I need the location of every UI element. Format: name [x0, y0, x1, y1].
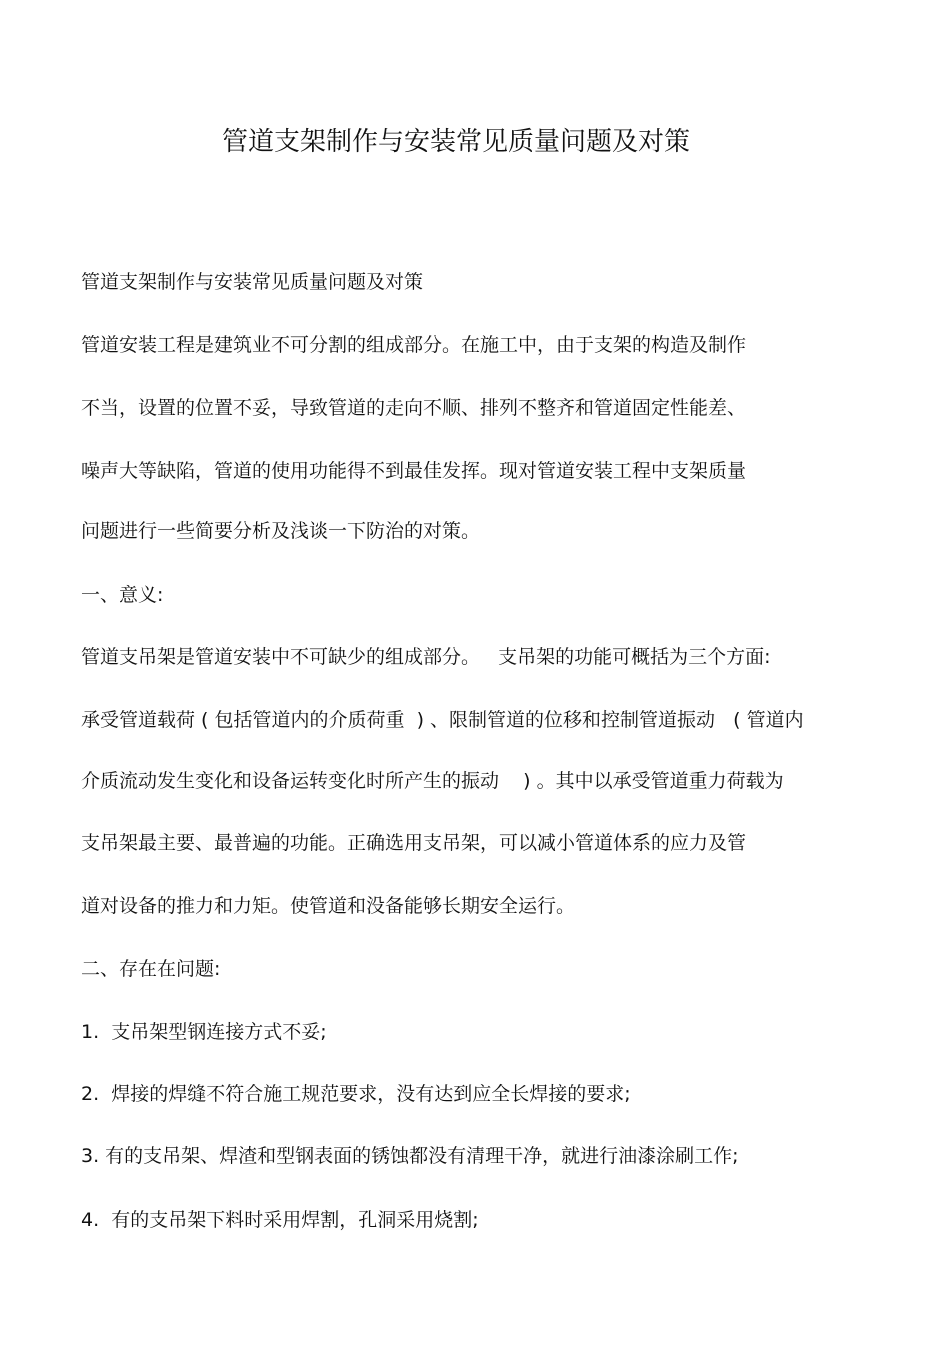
section-heading: 二、存在在问题: [81, 958, 221, 980]
section-heading: 一、意义: [81, 584, 164, 606]
paragraph-line: 不当，设置的位置不妥，导致管道的走向不顺、排列不整齐和管道固定性能差、 [81, 397, 747, 419]
paragraph-line: 管道支吊架是管道安装中不可缺少的组成部分。 支吊架的功能可概括为三个方面: [81, 646, 771, 668]
list-item: 4. 有的支吊架下料时采用焊割，孔洞采用烧割; [81, 1209, 479, 1231]
document-title: 管道支架制作与安装常见质量问题及对策 [221, 127, 690, 157]
paragraph-line: 道对设备的推力和力矩。使管道和没备能够长期安全运行。 [81, 895, 576, 917]
paragraph-line: 问题进行一些简要分析及浅谈一下防治的对策。 [81, 520, 481, 542]
list-item: 1. 支吊架型钢连接方式不妥; [81, 1021, 327, 1043]
paragraph-line: 承受管道载荷 ( 包括管道内的介质荷重 ) 、限制管道的位移和控制管道振动 ( 管道内 [81, 709, 804, 731]
paragraph-line: 噪声大等缺陷，管道的使用功能得不到最佳发挥。现对管道安装工程中支架质量 [81, 460, 747, 482]
paragraph-line: 介质流动发生变化和设备运转变化时所产生的振动 ) 。其中以承受管道重力荷载为 [81, 770, 784, 792]
list-item: 2. 焊接的焊缝不符合施工规范要求，没有达到应全长焊接的要求; [81, 1083, 631, 1105]
list-item: 3. 有的支吊架、焊渣和型钢表面的锈蚀都没有清理干净，就进行油漆涂刷工作; [81, 1145, 739, 1167]
paragraph-line: 管道安装工程是建筑业不可分割的组成部分。在施工中，由于支架的构造及制作 [81, 334, 747, 356]
paragraph-line: 支吊架最主要、最普遍的功能。正确选用支吊架，可以减小管道体系的应力及管 [81, 832, 747, 854]
subtitle-line: 管道支架制作与安装常见质量问题及对策 [81, 271, 424, 293]
